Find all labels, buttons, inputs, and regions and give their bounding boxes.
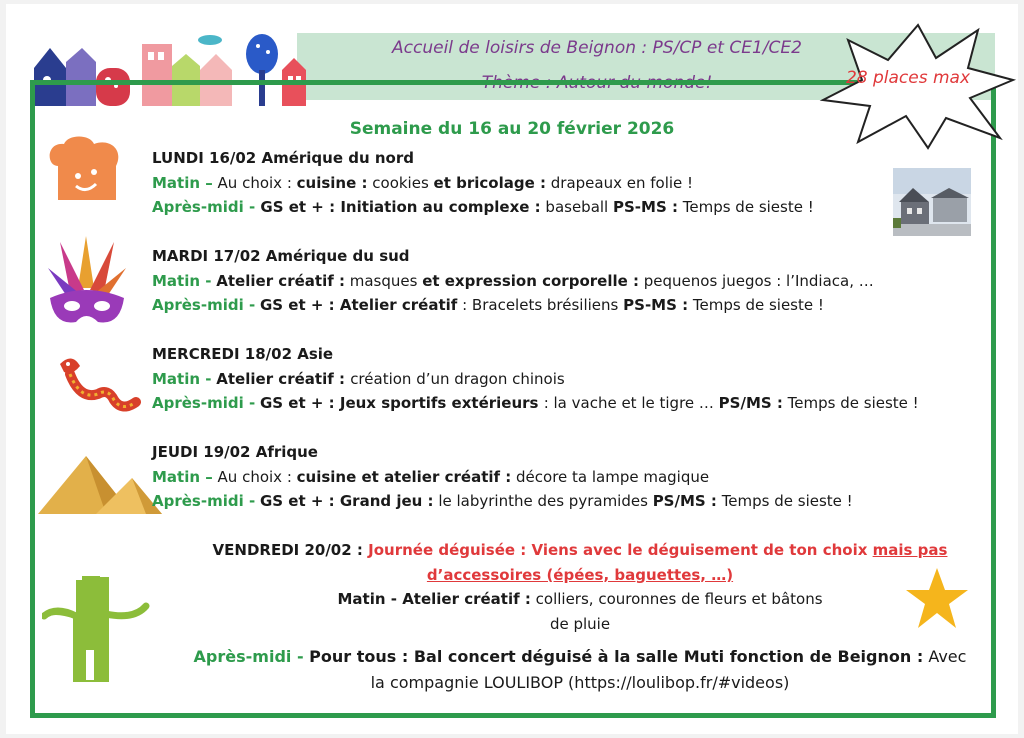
afternoon-line: Après-midi - GS et + : Atelier créatif : Bracelets brésiliens PS-MS : Temps de sieste ! <box>152 296 824 314</box>
friday-morning: Matin - Atelier créatif : colliers, couronnes de fleurs et bâtons <box>337 590 823 608</box>
bold-segment: et expression corporelle : <box>422 271 639 290</box>
text-segment: Temps de sieste ! <box>716 492 853 510</box>
header-theme: Thème : Autour du monde! <box>481 73 713 93</box>
morning-line: Matin – Au choix : cuisine : cookies et bricolage : drapeaux en folie ! <box>152 173 694 192</box>
bold-segment: PS-MS : <box>613 198 678 216</box>
carnival-mask-icon <box>40 228 134 334</box>
bold-segment: et bricolage : <box>433 173 546 192</box>
text-segment: : la vache et le tigre … <box>543 394 719 412</box>
afternoon-line: Après-midi - GS et + : Initiation au complexe : baseball PS-MS : Temps de sieste ! <box>152 198 814 216</box>
bold-segment: PS/MS : <box>718 394 783 412</box>
day-header: MARDI 17/02 Amérique du sud <box>152 247 410 265</box>
header-title: Accueil de loisirs de Beignon : PS/CP et CE1/CE2 <box>392 38 802 58</box>
text-segment: drapeaux en folie ! <box>545 173 694 192</box>
bold-segment: cuisine : <box>296 173 368 192</box>
village-photo <box>893 168 971 236</box>
text-segment: Au choix : <box>212 173 297 192</box>
text-segment: masques <box>344 271 423 290</box>
bold-segment: GS et + : Jeux sportifs extérieurs <box>259 394 544 412</box>
pyramids-icon <box>36 450 162 516</box>
text-segment: décore ta lampe magique <box>511 467 710 486</box>
green-character-icon <box>42 576 150 682</box>
text-segment: cookies <box>367 173 434 192</box>
week-title: Semaine du 16 au 20 février 2026 <box>349 119 675 139</box>
afternoon-line: Après-midi - GS et + : Grand jeu : le labyrinthe des pyramides PS/MS : Temps de sieste ! <box>152 492 853 510</box>
day-header: MERCREDI 18/02 Asie <box>152 345 334 363</box>
text-segment: pequenos juegos : l’Indiaca, … <box>639 271 874 290</box>
text-segment: Temps de sieste ! <box>677 198 814 216</box>
bold-segment: PS/MS : <box>652 492 717 510</box>
text-segment: : Bracelets brésiliens <box>457 296 624 314</box>
bold-segment: GS et + : Grand jeu : <box>259 492 434 510</box>
text-segment: Temps de sieste ! <box>688 296 824 314</box>
morning-line: Matin – Au choix : cuisine et atelier créatif : décore ta lampe magique <box>152 467 710 486</box>
text-segment: création d’un dragon chinois <box>350 369 565 388</box>
bold-segment: Atelier créatif : <box>216 271 345 290</box>
day-wednesday <box>152 342 919 416</box>
morning-line: Matin - Atelier créatif : masques et expression corporelle : pequenos juegos : l’Indiaca, … <box>152 271 874 290</box>
text-segment: Temps de sieste ! <box>782 394 919 412</box>
day-header: JEUDI 19/02 Afrique <box>152 443 318 461</box>
afternoon-line: Après-midi - GS et + : Jeux sportifs extérieurs : la vache et le tigre … PS/MS : Temps de sieste ! <box>152 394 919 412</box>
chinese-dragon-icon <box>50 350 146 422</box>
places-badge-text: 28 places max <box>845 68 971 88</box>
text-segment: Au choix : <box>212 467 297 486</box>
day-thursday <box>152 440 853 514</box>
friday-warning: d’accessoires (épées, baguettes, …) <box>426 565 734 584</box>
day-header: LUNDI 16/02 Amérique du nord <box>152 149 414 167</box>
friday-morning-cont: de pluie <box>549 614 611 633</box>
bold-segment: cuisine et atelier créatif : <box>296 467 512 486</box>
day-friday <box>140 538 1020 696</box>
chef-hat-icon <box>44 136 130 206</box>
friday-afternoon-cont: la compagnie LOULIBOP (https://loulibop.fr/#videos) <box>370 673 790 692</box>
text-segment: le labyrinthe des pyramides <box>433 492 653 510</box>
friday-afternoon: Après-midi - Pour tous : Bal concert déguisé à la salle Muti fonction de Beignon : Avec <box>193 647 967 666</box>
day-tuesday <box>152 244 874 318</box>
bold-segment: Atelier créatif : <box>216 369 351 388</box>
day-monday <box>152 146 814 220</box>
morning-line: Matin - Atelier créatif : création d’un dragon chinois <box>152 369 565 388</box>
bold-segment: GS et + : Atelier créatif <box>259 296 458 314</box>
text-segment: baseball <box>540 198 613 216</box>
friday-header: VENDREDI 20/02 : Journée déguisée : Viens avec le déguisement de ton choix mais pas <box>212 541 948 559</box>
bold-segment: PS-MS : <box>623 296 689 314</box>
bold-segment: GS et + : Initiation au complexe : <box>260 198 541 216</box>
